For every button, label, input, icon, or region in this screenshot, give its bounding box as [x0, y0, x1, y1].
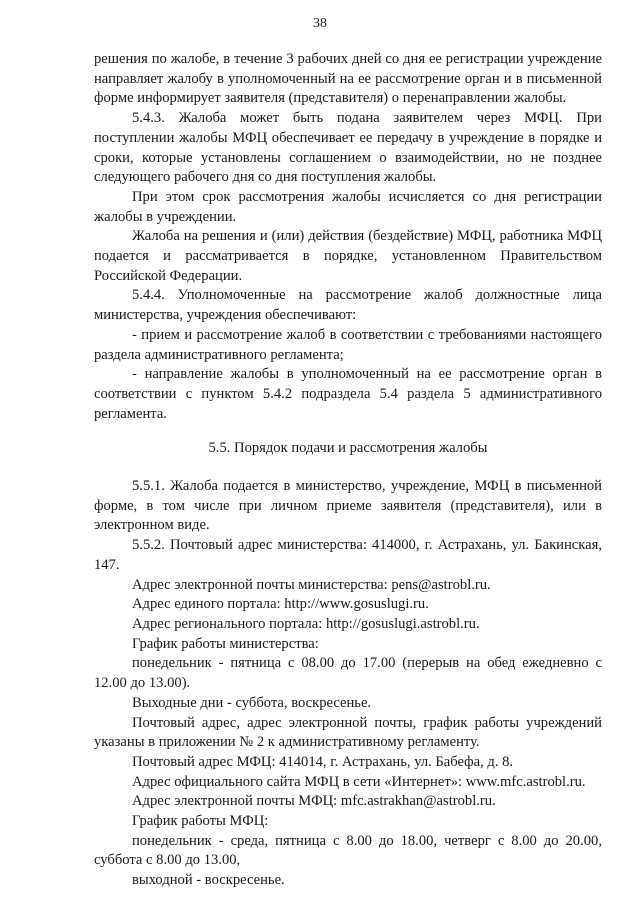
- list-item-redirection: - направление жалобы в уполномоченный на ее рассмотрение орган в соответствии с пунктом 5.4.2 подраздела 5.4 раздела 5 административного регламента.: [94, 366, 602, 422]
- unified-portal-address: Адрес единого портала: http://www.gosuslugi.ru.: [132, 596, 429, 613]
- mfc-schedule-weekdays: понедельник - среда, пятница с 8.00 до 18.00, четверг с 8.00 до 20.00, суббота с 8.00 до 13.00,: [94, 832, 602, 869]
- mfc-schedule-label: График работы МФЦ:: [132, 813, 269, 830]
- mfc-email: Адрес электронной почты МФЦ: mfc.astrakhan@astrobl.ru.: [132, 793, 496, 810]
- paragraph-5-4-3: 5.4.3. Жалоба может быть подана заявителем через МФЦ. При поступлении жалобы МФЦ обеспечивает ее передачу в учреждение в порядке и сроки, которые установлены соглашением о взаимодействии, но не позднее следующего рабочего дня со дня поступления жалобы.: [94, 110, 602, 186]
- ministry-schedule-weekdays: понедельник - пятница с 08.00 до 17.00 (перерыв на обед ежедневно с 12.00 до 13.00).: [94, 655, 602, 692]
- institutions-contacts-note: Почтовый адрес, адрес электронной почты, график работы учреждений указаны в приложении № 2 к административному регламенту.: [94, 714, 602, 751]
- mfc-website: Адрес официального сайта МФЦ в сети «Интернет»: www.mfc.astrobl.ru.: [132, 773, 586, 790]
- paragraph-5-5-2: 5.5.2. Почтовый адрес министерства: 414000, г. Астрахань, ул. Бакинская, 147.: [94, 537, 602, 573]
- document-body: [94, 50, 602, 891]
- mfc-day-off: выходной - воскресенье.: [132, 872, 285, 889]
- paragraph-complaint-redirect: решения по жалобе, в течение 3 рабочих дней со дня ее регистрации учреждение направляет жалобу в уполномоченный на ее рассмотрение орган и в письменной форме информирует заявителя (представителя) о перенаправлении жалобы.: [94, 51, 602, 107]
- ministry-days-off: Выходные дни - суббота, воскресенье.: [132, 694, 372, 711]
- page-number: 38: [313, 16, 327, 31]
- mfc-postal-address: Почтовый адрес МФЦ: 414014, г. Астрахань, ул. Бабефа, д. 8.: [132, 753, 514, 770]
- paragraph-mfc-complaint: Жалоба на решения и (или) действия (бездействие) МФЦ, работника МФЦ подается и рассматривается в порядке, установленном Правительством Российской Федерации.: [94, 228, 602, 284]
- ministry-schedule-label: График работы министерства:: [132, 635, 319, 652]
- paragraph-5-5-1: 5.5.1. Жалоба подается в министерство, учреждение, МФЦ в письменной форме, в том числе при личном приеме заявителя (представителя), или в электронном виде.: [94, 478, 602, 534]
- paragraph-review-period: При этом срок рассмотрения жалобы исчисляется со дня регистрации жалобы в учреждении.: [94, 188, 602, 225]
- ministry-email: Адрес электронной почты министерства: pens@astrobl.ru.: [132, 576, 491, 593]
- list-item-reception: - прием и рассмотрение жалоб в соответствии с требованиями настоящего раздела административного регламента;: [94, 326, 602, 363]
- regional-portal-address: Адрес регионального портала: http://gosuslugi.astrobl.ru.: [132, 615, 480, 632]
- section-heading-5-5: 5.5. Порядок подачи и рассмотрения жалобы: [208, 440, 488, 457]
- paragraph-5-4-4: 5.4.4. Уполномоченные на рассмотрение жалоб должностные лица министерства, учреждения обеспечивают:: [94, 287, 602, 324]
